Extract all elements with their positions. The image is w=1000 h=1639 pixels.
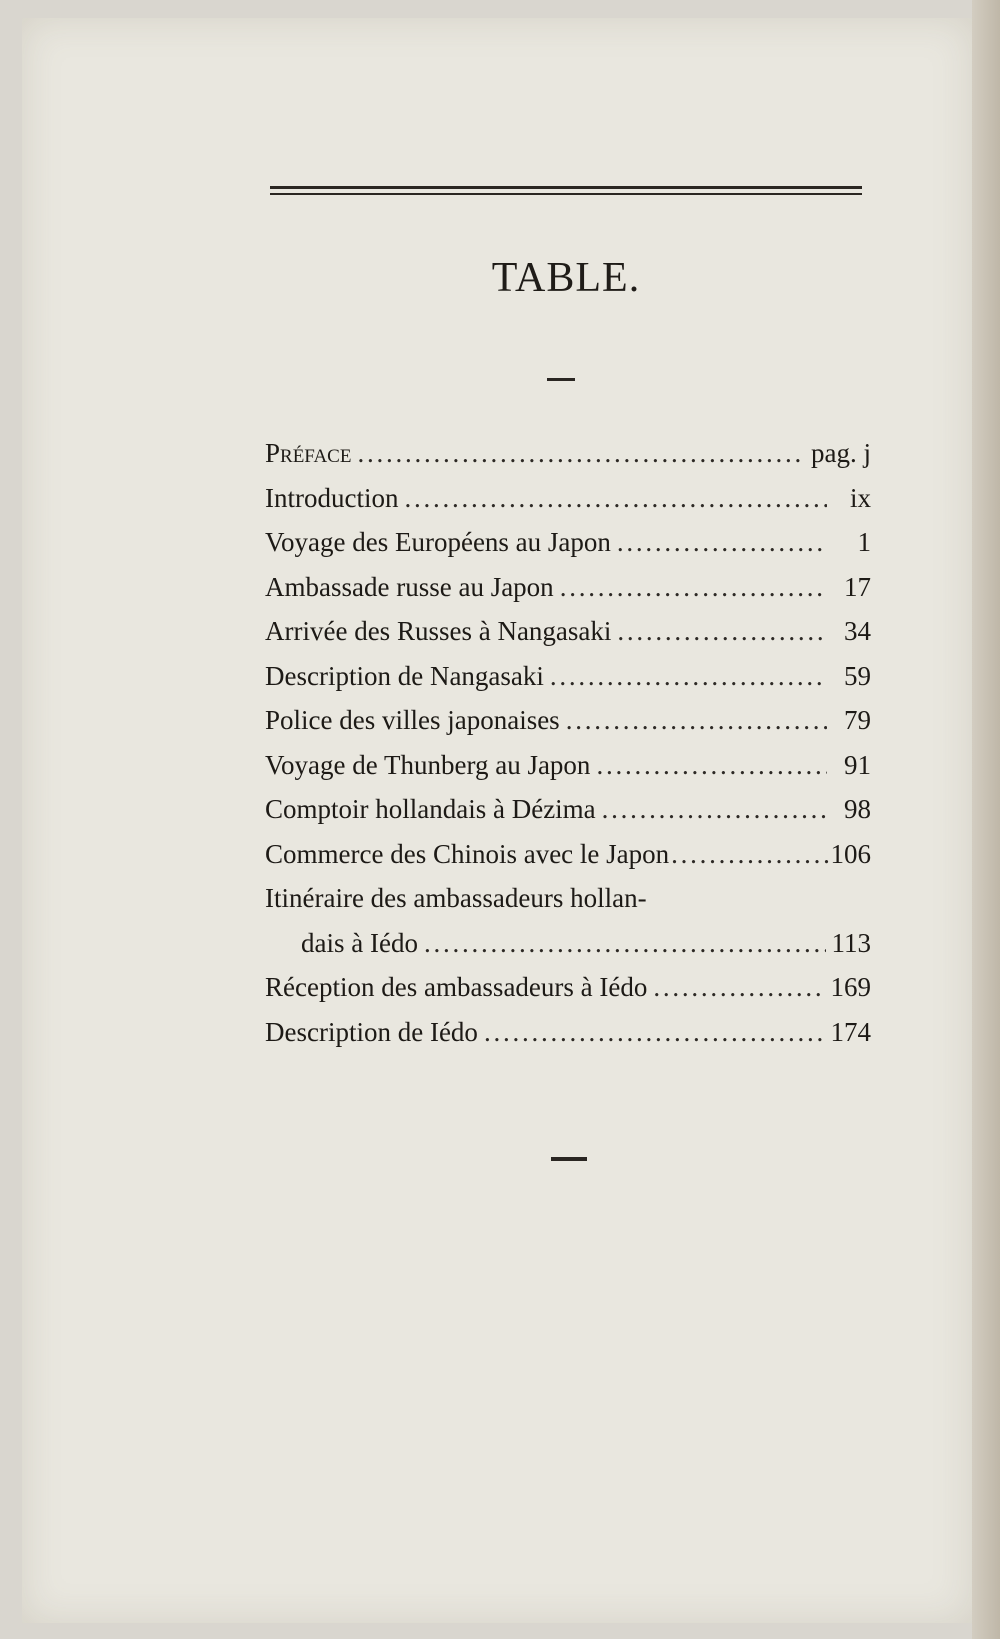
toc-entry-page: pag. j — [811, 438, 871, 468]
toc-entry-page: 106 — [830, 838, 871, 869]
toc-leader-dots — [602, 794, 827, 825]
toc-entry-label: Police des villes japonaises — [265, 705, 560, 735]
toc-entry-page: 1 — [857, 527, 871, 557]
toc-leader-dots — [617, 527, 827, 558]
header-rule — [270, 186, 862, 195]
toc-entry — [265, 972, 871, 1017]
toc-leader-dots — [653, 972, 824, 1003]
toc-entry-label: Description de Nangasaki — [265, 660, 544, 691]
page-edge — [972, 0, 1000, 1639]
toc-leader-dots — [404, 483, 827, 514]
toc-entry — [265, 438, 871, 483]
toc-entry-page: 113 — [831, 927, 871, 958]
toc-entry — [265, 750, 871, 795]
toc-entry-label: Préface — [265, 438, 352, 468]
toc-entry-label: Description de Iédo — [265, 1016, 478, 1047]
page-title: TABLE. — [491, 255, 641, 301]
toc-leader-dots — [596, 750, 827, 781]
toc-entry-label: dais à Iédo — [301, 927, 418, 958]
toc-entry-label: Itinéraire des ambassadeurs hollan- — [265, 883, 647, 913]
toc-entry — [265, 794, 871, 839]
toc-leader-dots — [617, 616, 827, 647]
toc-entry-label: Introduction — [265, 482, 399, 513]
toc-entry-label: Arrivée des Russes à Nangasaki — [265, 616, 612, 646]
toc-entry-page: 91 — [844, 749, 871, 780]
toc-entry — [265, 527, 871, 572]
toc-entry-label: Réception des ambassadeurs à Iédo — [265, 972, 648, 1002]
toc-leader-dots — [560, 572, 827, 603]
toc-entry-page: 17 — [844, 571, 871, 602]
toc-entry-label: Voyage de Thunberg au Japon — [265, 749, 591, 780]
toc-entry-label: Voyage des Européens au Japon — [265, 527, 611, 557]
toc-entry — [265, 883, 871, 928]
toc-entry — [265, 661, 871, 706]
toc-entry — [265, 616, 871, 661]
toc-entry — [265, 705, 871, 750]
toc-entry — [265, 1017, 871, 1062]
toc-entry-label: Ambassade russe au Japon — [265, 571, 554, 602]
end-ornament — [551, 1157, 587, 1161]
toc-leader-dots — [550, 661, 827, 692]
toc-entry-label: Comptoir hollandais à Dézima — [265, 794, 596, 824]
toc-entry — [265, 928, 871, 973]
toc-leader-dots — [357, 438, 805, 469]
toc-entry-page: 34 — [844, 616, 871, 646]
title-ornament — [547, 378, 575, 381]
toc-leader-dots — [671, 839, 828, 870]
toc-entry — [265, 839, 871, 884]
toc-entry-page: 59 — [844, 660, 871, 691]
toc-entry — [265, 483, 871, 528]
toc-entry-page: 98 — [844, 794, 871, 824]
toc-entry — [265, 572, 871, 617]
toc-entry-page: 174 — [830, 1016, 871, 1047]
toc-leader-dots — [484, 1017, 825, 1048]
toc-leader-dots — [566, 705, 827, 736]
toc-entry-page: 169 — [830, 972, 871, 1002]
toc-entry-page: 79 — [844, 705, 871, 735]
table-of-contents — [265, 438, 871, 1061]
toc-leader-dots — [424, 928, 826, 959]
toc-entry-page: ix — [849, 482, 871, 513]
toc-entry-label: Commerce des Chinois avec le Japon — [265, 838, 670, 869]
